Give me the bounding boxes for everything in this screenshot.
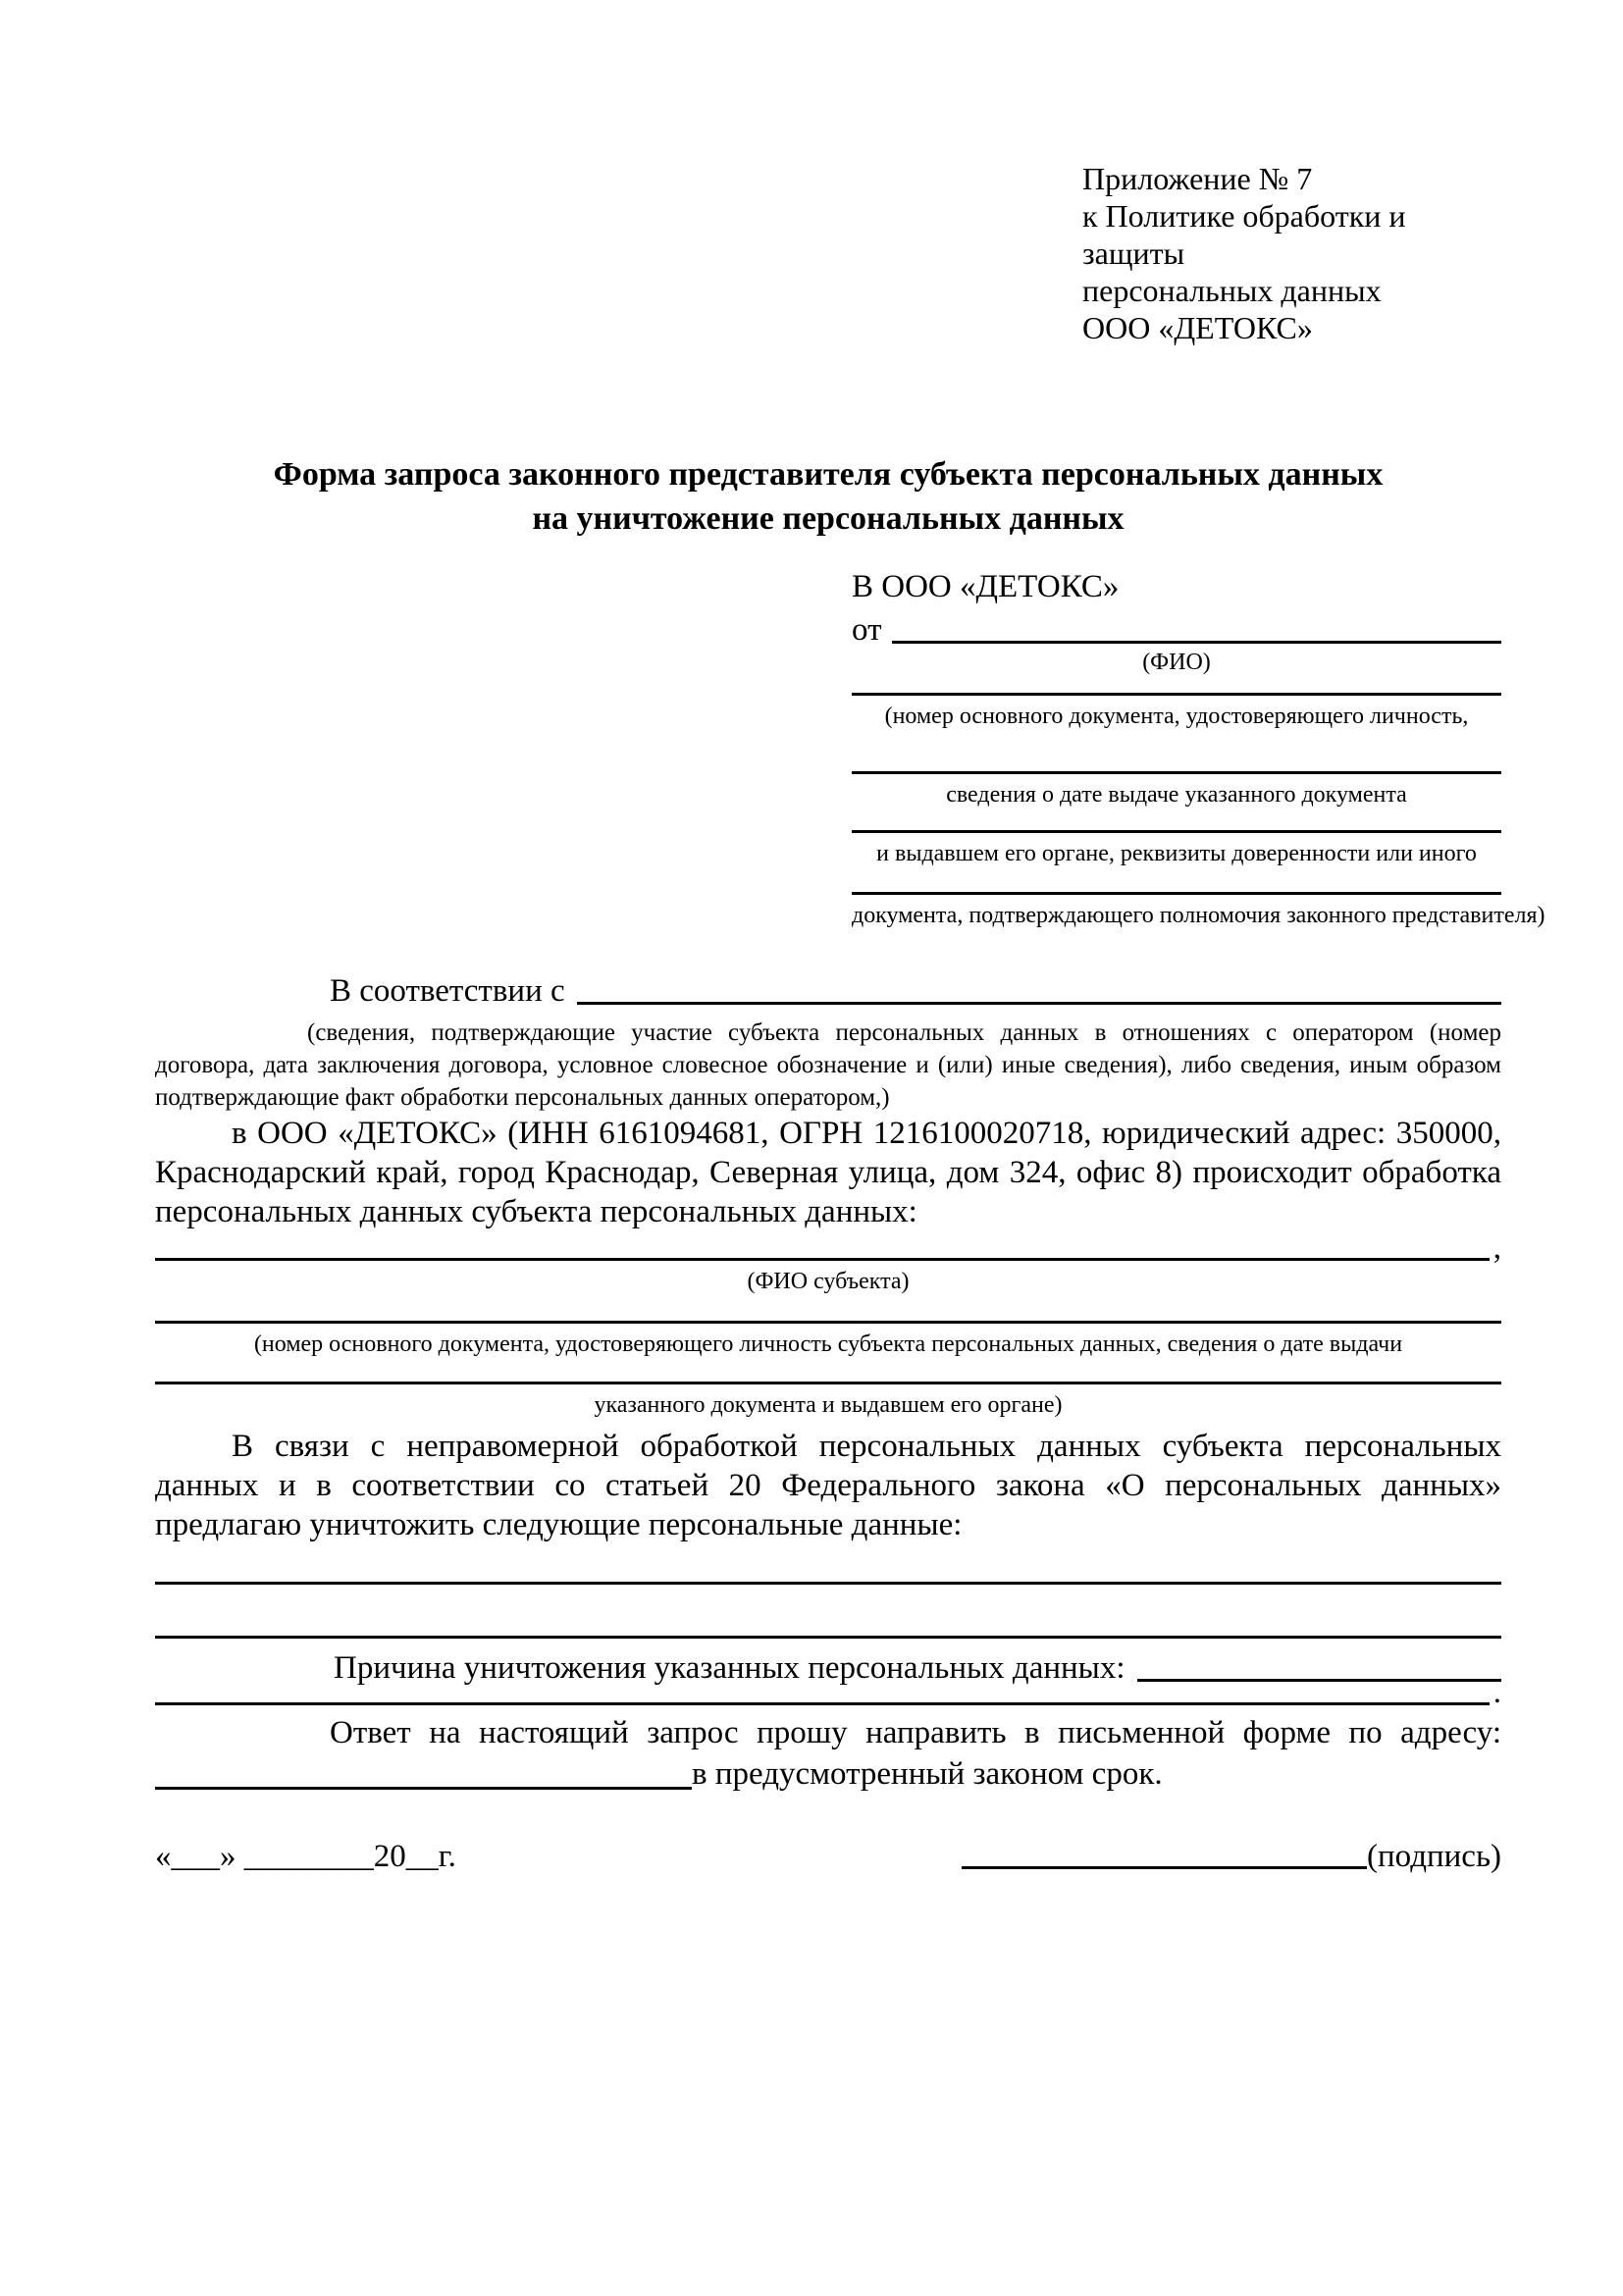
- page-title-line-1: Форма запроса законного представителя субъекта персональных данных: [273, 456, 1384, 493]
- page-title: [155, 452, 1501, 541]
- response-address-blank-line: [155, 1787, 692, 1790]
- subject-doc-blank-line-2: [155, 1382, 1501, 1384]
- reason-blank-line-2: [155, 1702, 1490, 1705]
- operator-paragraph: в ООО «ДЕТОКС» (ИНН 6161094681, ОГРН 1216100020718, юридический адрес: 350000, Краснодарский край, город Краснодар, Северная улица, дом 324, офис 8) происходит обработка персональных данных субъекта персональных данных:: [155, 1116, 1501, 1229]
- reason-blank-line: [1137, 1679, 1501, 1682]
- destroy-data-blank-line-2: [155, 1636, 1501, 1639]
- comma-char: ,: [1492, 1230, 1501, 1266]
- subject-doc-caption-2: указанного документа и выдавшем его органе): [594, 1392, 1063, 1418]
- addressee-to: В ООО «ДЕТОКС»: [852, 569, 1120, 604]
- appendix-policy-ref-2: персональных данных: [1082, 273, 1382, 308]
- from-label: от: [852, 612, 882, 648]
- accordance-row: [155, 973, 1501, 1009]
- response-paragraph: Ответ на настоящий запрос прошу направить в письменной форме по адресу:: [330, 1715, 1501, 1750]
- subject-fio-blank-line: [155, 1258, 1490, 1261]
- signature-caption: (подпись): [1367, 1839, 1501, 1874]
- reason-label: Причина уничтожения указанных персональных данных:: [334, 1650, 1126, 1686]
- date-template: «___» ________20__г.: [155, 1839, 456, 1874]
- request-paragraph: В связи с неправомерной обработкой персональных данных субъекта персональных данных и в соответствии со статьей 20 Федерального закона «О персональных данных» предлагаю уничтожить следующие персональные данные:: [155, 1429, 1501, 1542]
- subject-fio-caption: (ФИО субъекта): [747, 1269, 910, 1294]
- signature-group: [962, 1838, 1501, 1875]
- subject-doc-blank-line-1: [155, 1321, 1501, 1324]
- accordance-note: (сведения, подтверждающие участие субъекта персональных данных в отношениях с оператором (номер договора, дата заключения договора, условное словесное обозначение и (или) иные сведения), либо сведения, иным образом подтверждающие факт обработки персональных данных оператором,): [155, 1019, 1501, 1111]
- from-name-blank-line: [892, 641, 1502, 644]
- response-tail-text: в предусмотренный законом срок.: [692, 1756, 1163, 1792]
- doc-number-caption: (номер основного документа, удостоверяющего личность,: [884, 704, 1469, 729]
- accordance-blank-line: [577, 1002, 1501, 1005]
- doc-powers-blank-line: [852, 892, 1501, 895]
- doc-authority-blank-line: [852, 830, 1501, 833]
- signature-blank-line: [962, 1866, 1367, 1869]
- appendix-policy-ref-1: к Политике обработки и защиты: [1082, 198, 1406, 271]
- subject-fio-row: [155, 1231, 1501, 1265]
- response-address-row: [155, 1754, 1501, 1794]
- date-signature-row: [155, 1838, 1501, 1875]
- destroy-data-blank-line-1: [155, 1582, 1501, 1585]
- page-title-line-2: на уничтожение персональных данных: [532, 500, 1125, 537]
- addressee-block: [852, 567, 1545, 929]
- period-char: .: [1492, 1675, 1501, 1710]
- doc-authority-caption: и выдавшем его органе, реквизиты доверенности или иного: [876, 841, 1477, 866]
- doc-issue-date-caption: сведения о дате выдаче указанного документа: [946, 782, 1407, 808]
- appendix-company: ООО «ДЕТОКС»: [1082, 310, 1313, 345]
- subject-doc-caption-1: (номер основного документа, удостоверяющего личность субъекта персональных данных, сведения о дате выдачи: [253, 1331, 1403, 1357]
- doc-issue-date-blank-line: [852, 771, 1501, 774]
- accordance-label: В соответствии с: [330, 973, 565, 1009]
- doc-powers-caption: документа, подтверждающего полномочия законного представителя): [852, 903, 1545, 928]
- fio-caption: (ФИО): [1142, 650, 1211, 675]
- addressee-from-row: [852, 612, 1501, 648]
- appendix-header: [1082, 160, 1501, 346]
- appendix-number: Приложение № 7: [1082, 161, 1313, 196]
- doc-number-blank-line: [852, 693, 1501, 696]
- reason-row: [155, 1650, 1501, 1686]
